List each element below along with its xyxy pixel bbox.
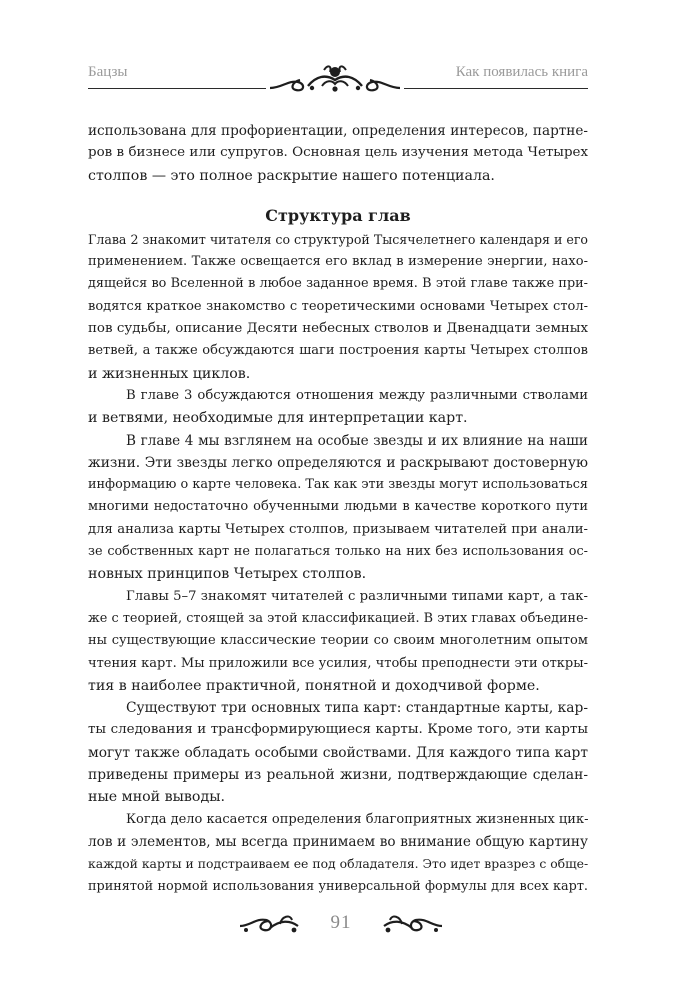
text-line: лов и элементов, мы всегда принимаем во внимание общую картину	[88, 833, 588, 850]
intro-paragraph	[88, 120, 588, 187]
text-line: ны существующие классические теории со своим многолетним опытом	[88, 633, 588, 649]
text-line: жизни. Эти звезды легко определяются и раскрывают достоверную	[88, 454, 588, 471]
text-line: многими недостаточно обученными людьми в качестве короткого пути	[88, 499, 588, 515]
text-line: чтения карт. Мы приложили все усилия, чтобы преподнести эти откры-	[88, 655, 588, 671]
text-line: информацию о карте человека. Так как эти звезды могут использоваться	[88, 477, 588, 493]
text-line: Когда дело касается определения благоприятных жизненных цик-	[126, 811, 589, 827]
section-heading: Структура глав	[265, 205, 411, 225]
running-header	[88, 60, 588, 96]
text-line: тия в наиболее практичной, понятной и доходчивой форме.	[88, 677, 540, 694]
paragraph	[88, 809, 588, 898]
text-line: применением. Также освещается его вклад в измерение энергии, нахо-	[88, 254, 588, 270]
page-number: 91	[330, 912, 352, 933]
paragraph	[88, 229, 588, 385]
running-head-left: Бацзы	[88, 64, 128, 80]
text-line: и ветвями, необходимые для интерпретации карт.	[88, 410, 468, 427]
text-line: Главы 5–7 знакомят читателей с различными типами карт, а так-	[126, 588, 588, 604]
text-line: и жизненных циклов.	[88, 365, 251, 382]
text-line: столпов — это полное раскрытие нашего потенциала.	[88, 167, 495, 184]
text-line: принятой нормой использования универсальной формулы для всех карт.	[88, 878, 588, 894]
text-line: для анализа карты Четырех столпов, призываем читателей при анали-	[88, 521, 588, 537]
text-line: В главе 3 обсуждаются отношения между различными стволами	[126, 387, 588, 403]
text-line: ты следования и трансформирующиеся карты. Кроме того, эти карты	[88, 722, 588, 738]
paragraph	[88, 430, 588, 586]
text-line: новных принципов Четырех столпов.	[88, 566, 367, 583]
text-line: могут также обладать особыми свойствами. Для каждого типа карт	[88, 744, 588, 761]
scroll-ornament-icon	[260, 60, 410, 96]
page-footer	[230, 906, 452, 946]
text-line: использована для профориентации, определения интересов, партне-	[88, 123, 588, 139]
flourish-right-icon	[378, 910, 446, 938]
text-line: пов судьбы, описание Десяти небесных стволов и Двенадцати земных	[88, 321, 588, 337]
text-line: В главе 4 мы взглянем на особые звезды и их влияние на наши	[126, 432, 588, 449]
paragraph	[88, 385, 588, 430]
running-head-right: Как появилась книга	[455, 64, 588, 80]
page-body	[88, 120, 588, 898]
text-line: Существуют три основных типа карт: стандартные карты, кар-	[126, 700, 588, 717]
text-line: зе собственных карт не полагаться только на них без использования ос-	[88, 544, 588, 560]
text-line: ров в бизнесе или супругов. Основная цель изучения метода Четырех	[88, 145, 588, 161]
text-line: ветвей, а также обсуждаются шаги построения карты Четырех столпов	[88, 343, 588, 359]
text-line: каждой карты и подстраиваем ее под обладателя. Это идет вразрез с обще-	[88, 856, 589, 872]
text-line: ные мной выводы.	[88, 789, 225, 806]
paragraph	[88, 586, 588, 697]
text-line: водятся краткое знакомство с теоретическими основами Четырех стол-	[88, 298, 588, 314]
text-line: же с теорией, стоящей за этой классификацией. В этих главах объедине-	[88, 610, 588, 626]
text-line: Глава 2 знакомит читателя со структурой Тысячелетнего календаря и его	[88, 231, 589, 247]
text-line: дящейся во Вселенной в любое заданное время. В этой главе также при-	[88, 276, 588, 292]
paragraph	[88, 697, 588, 808]
text-line: приведены примеры из реальной жизни, подтверждающие сделан-	[88, 767, 588, 784]
